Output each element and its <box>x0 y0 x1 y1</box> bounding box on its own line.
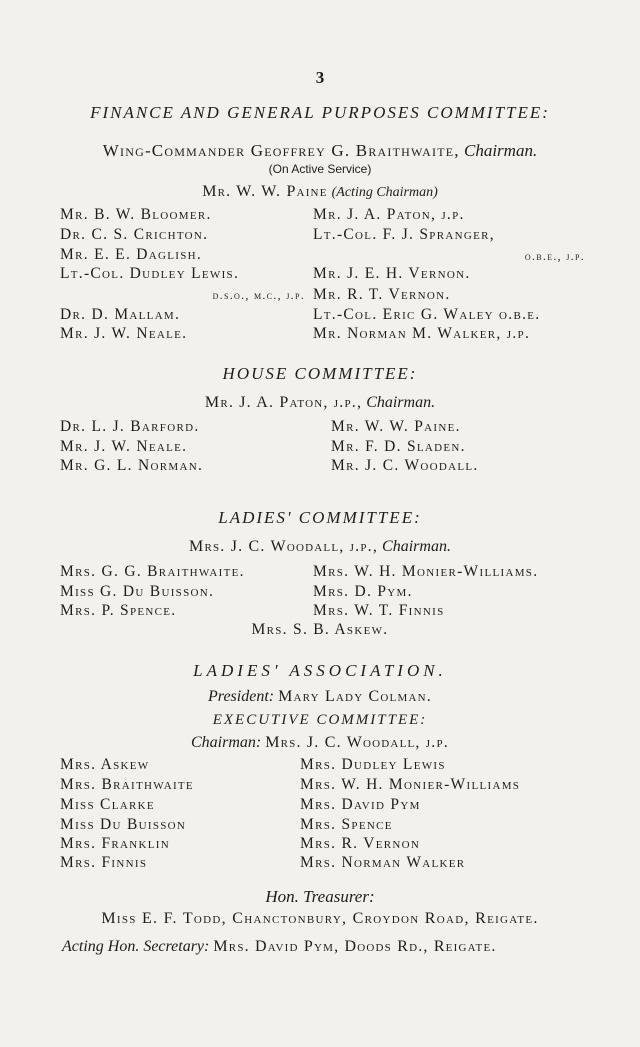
finance-right-member: Lt.-Col. F. J. Spranger, <box>313 226 495 243</box>
executive-left-member: Mrs. Askew <box>60 756 150 773</box>
ladies-committee-right-member: Mrs. W. H. Monier-Williams. <box>313 563 539 580</box>
ladies-committee-left-member: Mrs. P. Spence. <box>60 602 177 619</box>
executive-chairman-label: Chairman: <box>190 734 262 751</box>
finance-acting-chair <box>0 183 640 201</box>
ladies-committee-right-member: Mrs. W. T. Finnis <box>313 602 445 619</box>
secretary-name: Mrs. David Pym, Doods Rd., Reigate. <box>213 938 497 955</box>
finance-chair-role: Chairman. <box>464 141 538 160</box>
finance-right-member-honours: o.b.e., j.p. <box>524 249 585 263</box>
finance-right-member: Mr. J. E. H. Vernon. <box>313 265 471 282</box>
finance-left-member: Mr. E. E. Daglish. <box>60 246 203 263</box>
finance-left-member-honours: d.s.o., m.c., j.p. <box>212 288 305 302</box>
association-president <box>0 688 640 706</box>
executive-left-member: Miss Clarke <box>60 796 155 813</box>
page-number: 3 <box>315 68 325 87</box>
executive-chairman-name: Mrs. J. C. Woodall, j.p. <box>265 734 450 751</box>
finance-right-member: Lt.-Col. Eric G. Waley o.b.e. <box>313 306 541 323</box>
ladies-committee-chair-role: Chairman. <box>382 538 451 555</box>
house-chair-name: Mr. J. A. Paton, j.p., <box>204 394 363 411</box>
executive-left-member: Mrs. Franklin <box>60 835 171 852</box>
ladies-committee-last-member: Mrs. S. B. Askew. <box>251 621 389 638</box>
finance-chair-name: Wing-Commander Geoffrey G. Braithwaite, <box>102 141 460 160</box>
house-right-member: Mr. J. C. Woodall. <box>331 457 479 474</box>
executive-left-member: Mrs. Finnis <box>60 854 148 871</box>
house-chair <box>0 394 640 412</box>
finance-left-member: Dr. C. S. Crichton. <box>60 226 209 243</box>
ladies-committee-right-member: Mrs. D. Pym. <box>313 583 413 600</box>
house-left-member: Mr. J. W. Neale. <box>60 438 188 455</box>
ladies-committee-heading: LADIES' COMMITTEE: <box>218 508 422 527</box>
executive-right-member: Mrs. Norman Walker <box>300 854 466 871</box>
ladies-committee-left-member: Mrs. G. G. Braithwaite. <box>60 563 245 580</box>
house-left-member: Dr. L. J. Barford. <box>60 418 200 435</box>
executive-right-member: Mrs. W. H. Monier-Williams <box>300 776 521 793</box>
finance-left-member: Mr. B. W. Bloomer. <box>60 206 212 223</box>
finance-left-member: Lt.-Col. Dudley Lewis. <box>60 265 240 282</box>
house-heading: HOUSE COMMITTEE: <box>222 364 418 383</box>
finance-chair <box>0 141 640 161</box>
ladies-committee-left-member: Miss G. Du Buisson. <box>60 583 215 600</box>
executive-right-member: Mrs. Spence <box>300 816 393 833</box>
executive-left-member: Miss Du Buisson <box>60 816 187 833</box>
house-right-member: Mr. W. W. Paine. <box>331 418 461 435</box>
treasurer-line: Miss E. F. Todd, Chanctonbury, Croydon Road, Reigate. <box>101 910 539 927</box>
house-left-member: Mr. G. L. Norman. <box>60 457 204 474</box>
secretary-label: Acting Hon. Secretary: <box>62 938 210 955</box>
treasurer-label: Hon. Treasurer: <box>265 887 375 906</box>
secretary-line <box>62 938 497 956</box>
association-president-name: Mary Lady Colman. <box>278 688 432 705</box>
house-right-member: Mr. F. D. Sladen. <box>331 438 466 455</box>
house-chair-role: Chairman. <box>366 394 436 411</box>
executive-committee-heading: EXECUTIVE COMMITTEE: <box>212 712 428 728</box>
association-heading: LADIES' ASSOCIATION. <box>193 661 447 680</box>
finance-left-member: Dr. D. Mallam. <box>60 306 181 323</box>
finance-chair-note: (On Active Service) <box>268 162 372 176</box>
executive-right-member: Mrs. Dudley Lewis <box>300 756 446 773</box>
executive-right-member: Mrs. R. Vernon <box>300 835 421 852</box>
executive-left-member: Mrs. Braithwaite <box>60 776 194 793</box>
finance-left-member: Mr. J. W. Neale. <box>60 325 188 342</box>
finance-heading: FINANCE AND GENERAL PURPOSES COMMITTEE: <box>90 103 550 122</box>
finance-right-member: Mr. J. A. Paton, j.p. <box>313 206 465 223</box>
executive-right-member: Mrs. David Pym <box>300 796 421 813</box>
association-president-label: President: <box>208 688 275 705</box>
finance-acting-name: Mr. W. W. Paine <box>202 183 328 200</box>
ladies-committee-chair <box>0 538 640 556</box>
finance-right-member: Mr. Norman M. Walker, j.p. <box>313 325 531 342</box>
executive-chairman <box>0 734 640 752</box>
finance-acting-role: (Acting Chairman) <box>331 185 438 200</box>
ladies-committee-chair-name: Mrs. J. C. Woodall, j.p., <box>189 538 379 555</box>
finance-right-member: Mr. R. T. Vernon. <box>313 286 451 303</box>
